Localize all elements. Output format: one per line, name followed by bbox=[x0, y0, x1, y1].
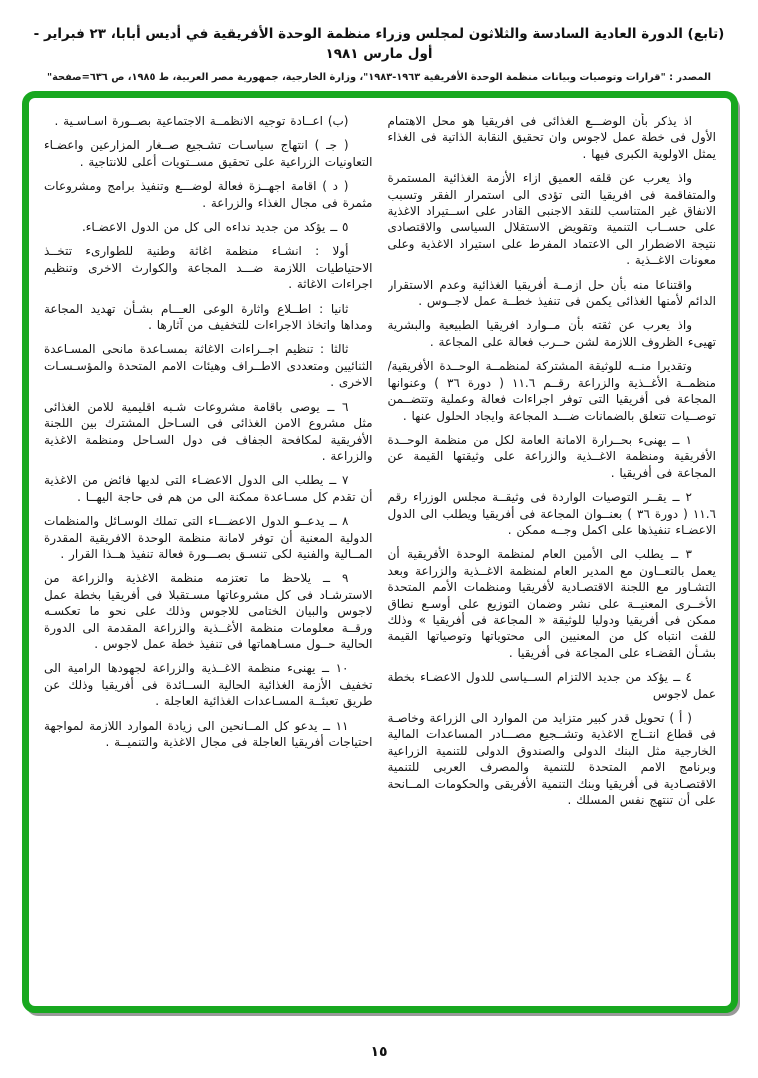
paragraph: ( أ ) تحويل قدر كبير متزايد من الموارد الى الزراعة وخاصـة فى قطاع انتــاج الاغذية وتشــجيع مصـــادر المساعدات المالية الخارجية مثل البنك الدولى والصندوق الدولى للتنمية الزراعية وبرنامج الامم المتحدة للتنمية والمصرف العربى للتنمية الاقتصـادية فى أفريقيا وبنك التنمية الأفريقى والحكومات المــانحة على أن تنتهج نفس المسلك . bbox=[387, 711, 716, 808]
green-border-frame bbox=[22, 91, 738, 1013]
paragraph: واذ يعرب عن قلقه العميق ازاء الأزمة الغذائية المستمرة والمتفاقمة فى افريقيا التى تؤدى الى استمرار الفقر وتسبب الانفاق غير المتناسب للنقد الاجنبى القادر على اســتيراد الاغذية على حســاب التنمية وتقويض الاستقلال السياسى والاقتصادى نتيجة الاضطرار الى الاعتماد المفرط على استيراد الاغذية وعلى معونات الاغــذية . bbox=[387, 171, 716, 268]
paragraph: ( جـ ) انتهاج سياسـات تشـجيع صــغار المزارعين واعضـاء التعاونيات الزراعية على تحقيق مســتويات أعلى للانتاجية . bbox=[44, 138, 373, 169]
paragraph: ٦ ــ يوصى باقامة مشروعات شـبه اقليمية للامن الغذائى مثل مشروع الامن الغذائى فى السـاحل المشترك بين اللجنة الأفريقية لمكافحة الجفاف فى دول السـاحل ومنظمة الاغذية والزراعة . bbox=[44, 399, 373, 463]
paragraph: ٤ ــ يؤكد من جديد الالتزام الســياسى للدول الاعضـاء بخطة عمل لاجوس bbox=[387, 670, 716, 701]
paragraph: ثانيا : اطــلاع واثارة الوعى العـــام بشـأن تهديد المجاعة ومداها واتخاذ الاجراءات للتخفيف من آثارها . bbox=[44, 301, 373, 333]
page-number: ١٥ bbox=[370, 1044, 388, 1060]
paragraph: (ب) اعــادة توجيه الانظمــة الاجتماعية بصــورة اسـاسـية . bbox=[54, 114, 349, 128]
paragraph: ١ ــ يهنىء بحــرارة الامانة العامة لكل من منظمة الوحــدة الأفريقية ومنظمة الاغــذية والزراعة على وثيقتها القيمة عن المجاعة فى أفريقيا . bbox=[387, 432, 716, 480]
paragraph: ١١ ــ يدعو كل المــانحين الى زيادة الموارد اللازمة لمواجهة احتياجات أفريقيا العاجلة فى مجال الاغذية والتنميــة . bbox=[44, 718, 373, 749]
paragraph: ١٠ ــ يهنىء منظمة الاغــذية والزراعة لجهودها الرامية الى تخفيف الأزمة الغذائية الحالية الســائدة فى أفريقيا وذلك عن طريق تعبئــة المسـاعدات الغذائية العاجلة . bbox=[44, 661, 373, 709]
column-left bbox=[44, 113, 373, 996]
session-title: (تابع) الدورة العادية السادسة والثلاثون لمجلس وزراء منظمة الوحدة الأفريقية في أديس أبابا، ٢٣ فبراير - أول مارس ١٩٨١ bbox=[33, 26, 725, 63]
paragraph: أولا : انشـاء منظمة اغاثة وطنية للطوارىء تتخــذ الاحتياطيات اللازمة ضـــد المجاعة والكوارث الاخرى وتنظيم اجراءات الاغاثة . bbox=[44, 244, 373, 292]
paragraph: ٣ ــ يطلب الى الأمين العام لمنظمة الوحدة الأفريقية أن يعمل بالتعــاون مع المدير العام لمنظمة الاغــذية والزراعة وبعد التشـاور مع اللجنة الاقتصـادية لأفريقيا ومنظمات الأمم المتحدة الأخــرى المعنيــة على نشر وضمان التوزيع على أوسـع نطاق ممكن فى أفريقيا ودوليا للوثيقة « المجاعة فى أفريقيا » وذلك للفت انتباه كل من المعنيين الى محتوياتها وتوصياتها القيمة بشـأن القضـاء على المجاعة فى أفريقيا . bbox=[387, 547, 716, 660]
paragraph: ( د ) اقامة اجهــزة فعالة لوضـــع وتنفيذ برامج ومشروعات مثمرة فى مجال الغذاء والزراعة . bbox=[44, 179, 373, 210]
page-footer bbox=[0, 1041, 758, 1060]
paragraph: اذ يذكر بأن الوضـــع الغذائى فى افريقيا هو محل الاهتمام الأول فى خطة عمل لاجوس وان تحقيق النقابة الذاتية فى الغذاء يمثل الاولوية الكبرى فيها . bbox=[387, 114, 716, 161]
paragraph: واذ يعرب عن ثقته بأن مــوارد افريقيا الطبيعية والبشرية تهيىء الظروف اللازمة لشن حــرب فعالة على المجاعة . bbox=[387, 318, 716, 349]
paragraph: ٢ ــ يقــر التوصيات الواردة فى وثيقــة مجلس الوزراء رقم ١١.٦ ( دورة ٣٦ ) بعنــوان المجاعة فى أفريقيا ويطلب الى الدول الاعضـاء تنفيذها على اكمل وجــه ممكن . bbox=[387, 490, 716, 537]
paragraph: ٥ ــ يؤكد من جديد نداءه الى كل من الدول الاعضـاء. bbox=[81, 220, 349, 235]
source-citation: المصدر : "قرارات وتوصيات وبيانات منظمة الوحدة الأفريقية ١٩٦٣-١٩٨٣"، وزارة الخارجية، جمهورية مصر العربية، ط ١٩٨٥، ص ٦٣٦=صفحة" bbox=[47, 71, 711, 83]
paragraph: ٧ ــ يطلب الى الدول الاعضـاء التى لديها فائض من الاغذية أن تقدم كل مسـاعدة ممكنة الى من هم فى حاجة اليهــا . bbox=[44, 473, 373, 504]
page-header bbox=[0, 24, 758, 83]
column-right bbox=[388, 113, 717, 996]
paragraph: ٨ ــ يدعــو الدول الاعضـــاء التى تملك الوسـائل والمنظمات الدولية المعنية أن توفر لامانة منظمة الوحدة الافريقية المقدرة المــالية والفنية لكى تنسـق بصـــورة فعالة تنفيذ هــذا القرار . bbox=[44, 514, 373, 561]
paragraph: ثالثا : تنظيم اجــراءات الاغاثة بمسـاعدة مانحى المسـاعدة الثنائيين ومتعددى الاطــراف وهيئات الامم المتحدة والمؤسـسـات الاخرى . bbox=[44, 342, 373, 390]
paragraph: واقتناعا منه بأن حل ازمــة أفريقيا الغذائية وعدم الاستقرار الدائم لأمنها الغذائى يكمن فى تنفيذ خطــة عمل لاجــوس . bbox=[387, 277, 716, 309]
two-column-body bbox=[29, 98, 731, 1006]
paragraph: وتقديرا منــه للوثيقة المشتركة لمنظمــة الوحــدة الأفريقية/منظمــة الأغــذية والزراعة رقــم ١١.٦ ( دورة ٣٦ ) وعنوانها المجاعة فى أفريقيا التى توفر اجراءات فعالة وعملية وتتضــمن توصــيات تتعلق بالضمانات ضـــد المجاعة وايجاد الحلول عنها . bbox=[387, 359, 716, 423]
paragraph: ٩ ــ يلاحظ ما تعتزمه منظمة الاغذية والزراعة من الاسترشـاد فى كل مشروعاتها مسـتقبلا فى أفريقيا بخطة عمل لاجوس والبيان الختامى للاجوس وذلك على نحو ما تعكسـه ورقــة معلومات منظمة الأغــذية والزراعة المقدمة الى الدورة الحالية حــول مسـاهماتها فى تنفيذ خطة عمل لاجوس . bbox=[44, 571, 373, 651]
